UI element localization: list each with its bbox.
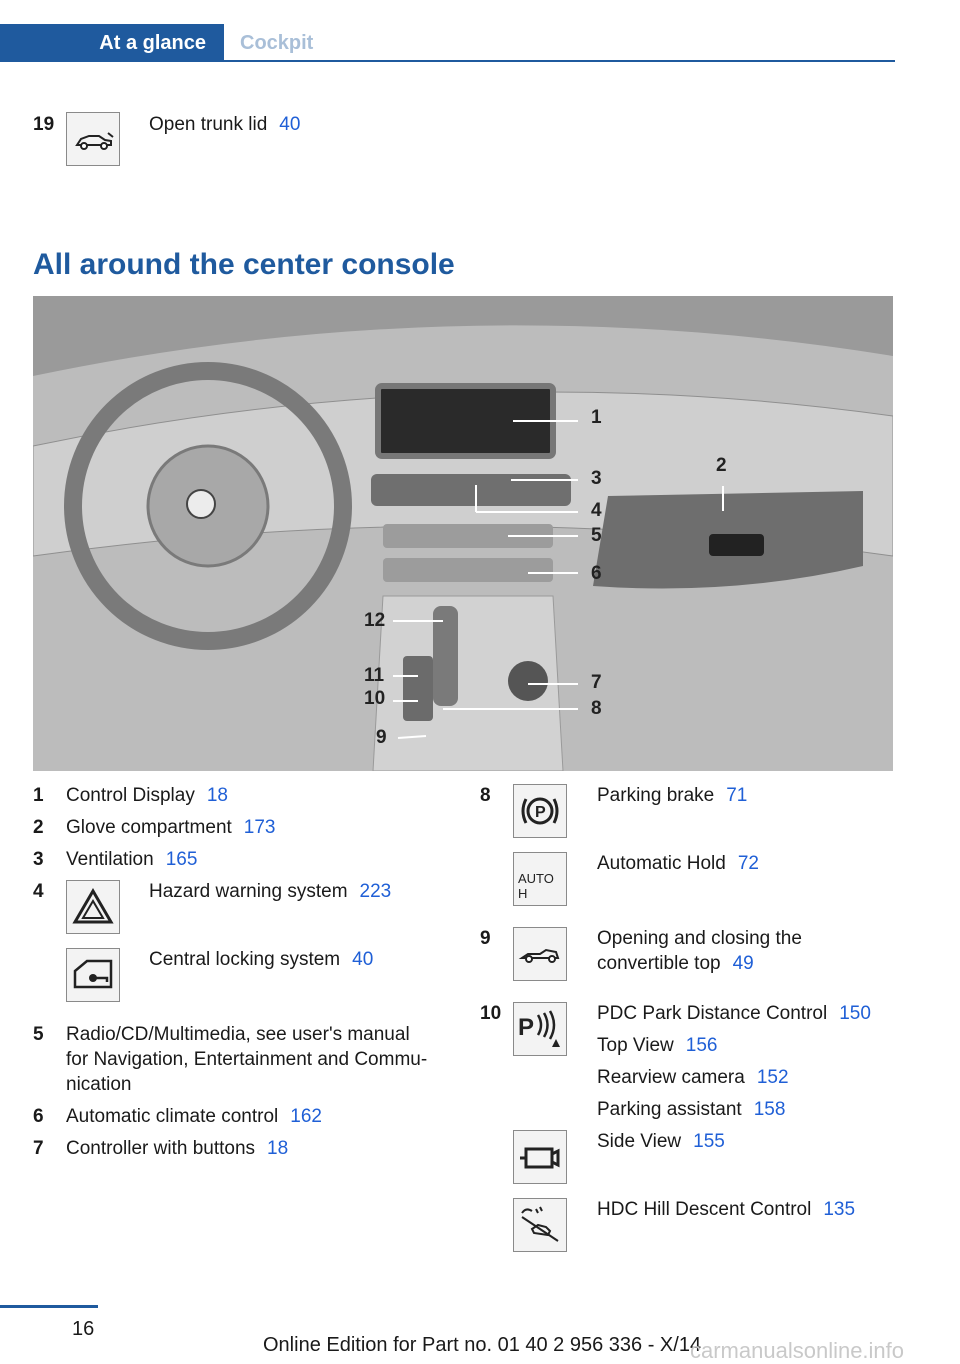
callout-12: 12 bbox=[364, 610, 386, 631]
page-link[interactable]: 223 bbox=[359, 881, 392, 902]
footer-rule bbox=[0, 1305, 98, 1308]
trunk-car-icon bbox=[66, 112, 120, 166]
list-item bbox=[597, 1001, 871, 1026]
page-link[interactable]: 71 bbox=[726, 785, 748, 806]
item-label: Rearview camera bbox=[597, 1067, 745, 1088]
item-number: 3 bbox=[33, 849, 44, 870]
item-label-line: nication bbox=[66, 1074, 132, 1095]
callout-6: 6 bbox=[591, 563, 602, 584]
list-item bbox=[597, 1197, 855, 1222]
callout-8: 8 bbox=[591, 698, 602, 719]
item-label: HDC Hill Descent Control bbox=[597, 1199, 812, 1220]
auto-h-icon-label: AUTO H bbox=[518, 871, 554, 901]
item-number: 9 bbox=[480, 928, 491, 949]
list-item bbox=[597, 851, 759, 876]
page-link[interactable]: 72 bbox=[737, 853, 759, 874]
list-item bbox=[149, 947, 373, 972]
item-label: Automatic Hold bbox=[597, 853, 726, 874]
callout-4: 4 bbox=[591, 500, 602, 521]
page-link[interactable]: 152 bbox=[756, 1067, 789, 1088]
item-number: 6 bbox=[33, 1106, 44, 1127]
edition-text: Online Edition for Part no. 01 40 2 956 336 - X/14 bbox=[263, 1334, 702, 1356]
page-link[interactable]: 155 bbox=[693, 1131, 725, 1152]
page-link[interactable]: 40 bbox=[279, 114, 301, 135]
page-link[interactable]: 18 bbox=[206, 785, 228, 806]
item-label: Top View bbox=[597, 1035, 674, 1056]
item-label-line: Radio/CD/Multimedia, see user's manual bbox=[66, 1024, 410, 1045]
page-number: 16 bbox=[72, 1318, 95, 1340]
item-number: 7 bbox=[33, 1138, 44, 1159]
page-link[interactable]: 135 bbox=[823, 1199, 856, 1220]
list-item bbox=[597, 783, 747, 808]
item-label: Control Display bbox=[66, 785, 195, 806]
callout-10: 10 bbox=[364, 688, 386, 709]
top-navigation bbox=[0, 24, 895, 62]
hazard-triangle-icon bbox=[66, 880, 120, 934]
list-item bbox=[597, 1065, 789, 1090]
list-item bbox=[66, 783, 228, 808]
page-link[interactable]: 165 bbox=[165, 849, 198, 870]
item-number: 5 bbox=[33, 1024, 44, 1045]
convertible-icon bbox=[513, 927, 567, 981]
item-number: 4 bbox=[33, 881, 44, 902]
parking-brake-icon bbox=[513, 784, 567, 838]
tab-at-a-glance-label: At a glance bbox=[99, 32, 206, 54]
svg-text:P: P bbox=[535, 804, 546, 821]
item-number: 19 bbox=[33, 114, 55, 135]
item-label-line: Opening and closing the bbox=[597, 928, 802, 949]
item-number: 2 bbox=[33, 817, 44, 838]
item-label: PDC Park Distance Control bbox=[597, 1003, 828, 1024]
callout-7: 7 bbox=[591, 672, 602, 693]
auto-h-icon bbox=[513, 852, 567, 906]
item-label: Parking assistant bbox=[597, 1099, 742, 1120]
item-label: Hazard warning system bbox=[149, 881, 348, 902]
list-item bbox=[66, 1104, 322, 1129]
item-label: Ventilation bbox=[66, 849, 154, 870]
page-link[interactable]: 18 bbox=[267, 1138, 289, 1159]
item-number: 8 bbox=[480, 785, 491, 806]
watermark: carmanualsonline.info bbox=[690, 1338, 905, 1363]
item-open-trunk-lid bbox=[149, 112, 300, 137]
page-link[interactable]: 173 bbox=[243, 817, 276, 838]
tab-at-a-glance[interactable] bbox=[0, 24, 224, 62]
item-label: Open trunk lid bbox=[149, 114, 268, 135]
list-item bbox=[149, 879, 391, 904]
page-link[interactable]: 156 bbox=[685, 1035, 718, 1056]
list-item bbox=[66, 1022, 427, 1097]
callout-2: 2 bbox=[716, 455, 727, 476]
pdc-icon bbox=[513, 1002, 567, 1056]
item-label: Glove compartment bbox=[66, 817, 232, 838]
item-label: Parking brake bbox=[597, 785, 715, 806]
section-title: All around the center console bbox=[33, 248, 455, 281]
callout-9: 9 bbox=[376, 727, 387, 748]
list-item bbox=[597, 926, 802, 976]
callout-1: 1 bbox=[591, 407, 602, 428]
header-rule bbox=[0, 60, 895, 62]
hill-descent-icon bbox=[513, 1198, 567, 1252]
list-item bbox=[597, 1129, 725, 1154]
svg-text:P: P bbox=[518, 1014, 535, 1041]
item-label: Side View bbox=[597, 1131, 682, 1152]
callout-11: 11 bbox=[364, 665, 385, 686]
side-view-camera-icon bbox=[513, 1130, 567, 1184]
item-label: Central locking system bbox=[149, 949, 341, 970]
page-link[interactable]: 40 bbox=[352, 949, 374, 970]
tab-cockpit[interactable]: Cockpit bbox=[240, 32, 314, 54]
item-label-line: convertible top bbox=[597, 953, 721, 974]
callout-3: 3 bbox=[591, 468, 602, 489]
list-item bbox=[66, 847, 197, 872]
page-link[interactable]: 49 bbox=[732, 953, 754, 974]
item-label: Automatic climate control bbox=[66, 1106, 279, 1127]
list-item bbox=[597, 1033, 717, 1058]
list-item bbox=[66, 815, 276, 840]
cockpit-illustration bbox=[33, 296, 893, 771]
page-link[interactable]: 158 bbox=[753, 1099, 786, 1120]
list-item bbox=[597, 1097, 785, 1122]
door-key-icon bbox=[66, 948, 120, 1002]
item-label-line: for Navigation, Entertainment and Commu‐ bbox=[66, 1049, 428, 1070]
page-link[interactable]: 162 bbox=[290, 1106, 322, 1127]
item-number: 1 bbox=[33, 785, 44, 806]
callout-5: 5 bbox=[591, 525, 602, 546]
item-label: Controller with buttons bbox=[66, 1138, 256, 1159]
page-link[interactable]: 150 bbox=[839, 1003, 871, 1024]
list-item bbox=[66, 1136, 288, 1161]
item-number: 10 bbox=[480, 1003, 502, 1024]
